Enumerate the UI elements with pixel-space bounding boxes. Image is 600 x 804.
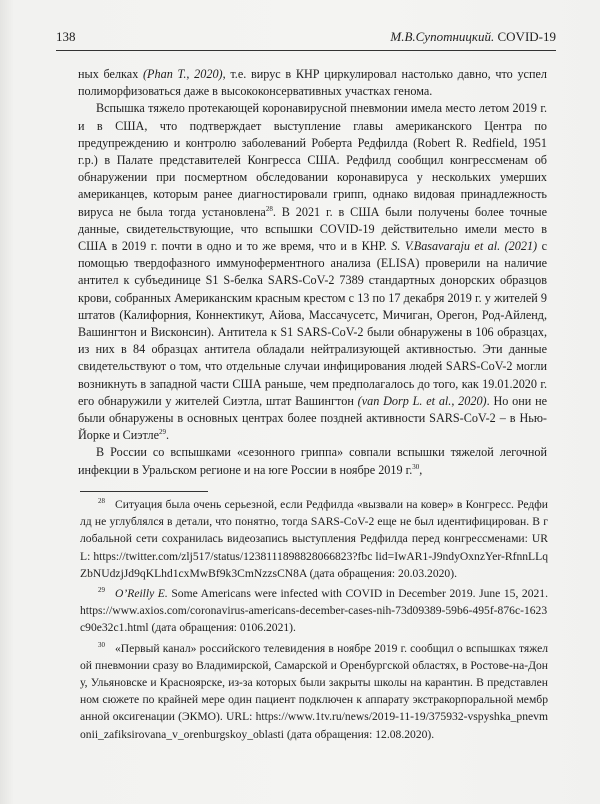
header-rule xyxy=(56,50,556,51)
text-run: , xyxy=(419,462,423,477)
footnote-text: Some Americans were infected with COVID in December 2019. June 15, 2021. https://www.axios.com/coronavirus-americans-december-cases-nih-73d09389-59b6-495f-876c-1623c90e32c1.html (дата обращения: 0106.2021). xyxy=(80,587,548,635)
footnote-28 xyxy=(80,496,548,582)
paragraph-2 xyxy=(78,100,547,444)
text-run: , т.е. вирус в КНР циркулировал настолько давно, что успел полиморфизоваться даже в высококонсервативных участках генома. xyxy=(78,67,547,99)
text-run: ных белках xyxy=(78,67,143,81)
running-title xyxy=(390,29,556,45)
paragraph-3 xyxy=(78,444,547,478)
book-title: COVID-19 xyxy=(494,29,556,44)
footnote-author: O’Reilly E. xyxy=(115,587,168,601)
main-text xyxy=(78,66,547,479)
footnote-number: 29 xyxy=(98,586,105,595)
footnote-marker-29[interactable]: 29 xyxy=(159,428,167,437)
footnote-marker-28[interactable]: 28 xyxy=(265,204,273,213)
text-run: . В 2021 г. в США были получены более точные данные, свидетельствующие, что вспышки COVID-19 действительно имели место в США в 2019 г. почти в одно и то же время, что и в КНР. xyxy=(78,204,547,254)
footnote-29 xyxy=(80,585,548,637)
author-name: М.В.Супотницкий. xyxy=(390,29,495,44)
text-run: . Но они не были обнаружены в основных центрах более поздней активности SARS-CoV-2 – в Нью-Йорке и Сиэтле xyxy=(78,393,548,443)
footnote-number: 28 xyxy=(98,497,105,505)
text-run: . xyxy=(166,428,170,443)
citation: S. V.Basavaraju et al. (2021) xyxy=(391,239,538,254)
page-number: 138 xyxy=(56,29,76,44)
footnote-marker-30[interactable]: 30 xyxy=(412,462,420,471)
running-header xyxy=(56,29,556,49)
citation: (van Dorp L. et al., 2020) xyxy=(357,393,487,408)
text-run: Вспышка тяжело протекающей коронавирусной пневмонии имела место летом 2019 г. и в США, что подтверждает выступление главы американского Центра по предупреждению и контролю заболеваний Роберта Редфилда (Robert R. Redfield, 1951 г.р.) в Палате представителей Конгресса США. Редфилд сообщил конгрессменам об обнаружении при посмертном обследовании коронавируса у нескольких умерших американцев, которым ранее диагностировали грипп, однако видовая принадлежность вируса не была тогда установлена xyxy=(78,101,547,219)
footnote-number: 30 xyxy=(98,640,105,649)
footnotes xyxy=(80,496,548,746)
footnote-text: Ситуация была очень серьезной, если Редфилда «вызвали на ковер» в Конгресс. Редфилд не углублялся в детали, что понятно, тогда SARS-CoV-2 еще не был идентифицирован. В глобальной сети сохранилась видеозапись выступления Редфилда перед конгрессменами: URL: https://twitter.com/zlj517/status/1238111898828066823?fbc lid=IwAR1-J9ndyOxnzYer-RfnnLLqZbNUdzjJd9qKLhd1cxMwBf9k3CmNzzsCN8A (дата обращения: 20.03.2020). xyxy=(80,498,548,580)
footnote-rule xyxy=(80,491,208,492)
text-run: с помощью твердофазного иммуноферментного анализа (ELISA) проверили на наличие антител к субъединице S1 S-белка SARS-CoV-2 7389 стандартных донорских образцов крови, собранных Американским красным крестом с 13 по 17 декабря 2019 г. у жителей 9 штатов (Калифорния, Коннектикут, Айова, Массачусетс, Мичиган, Орегон, Род-Айленд, Вашингтон и Висконсин). Антитела к S1 SARS-CoV-2 были обнаружены в 106 образцах, из них в 84 образцах антитела обладали нейтрализующей активностью. Эти данные свидетельствуют о том, что отдельные случаи инфицирования людей SARS-CoV-2 могли возникнуть в западной части США раньше, чем предполагалось до того, как 19.01.2020 г. его обнаружили у жителей Сиэтла, штат Вашингтон xyxy=(78,239,547,408)
footnote-30 xyxy=(80,640,548,743)
footnote-text: «Первый канал» российского телевидения в ноябре 2019 г. сообщил о вспышках тяжелой пневмонии сразу во Владимирской, Самарской и Оренбургской областях, в Ростове-на-Дону, Ульяновске и Красноярске, из-за которых были закрыты школы на карантин. В представленном сюжете по крайней мере один пациент подключен к аппарату экстракорпоральной мембранной оксигенации (ЭКМО). URL: https://www.1tv.ru/news/2019-11-19/375932-vspyshka_pnevmonii_zafiksirovana_v_orenburgskoy_oblasti (дата обращения: 12.08.2020). xyxy=(80,641,548,741)
text-run: В России со вспышками «сезонного гриппа» совпали вспышки тяжелой легочной инфекции в Уральском регионе и на юге России в ноябре 2019 г. xyxy=(78,445,547,477)
paragraph-1 xyxy=(78,66,547,100)
citation: (Phan T., 2020) xyxy=(143,67,223,81)
